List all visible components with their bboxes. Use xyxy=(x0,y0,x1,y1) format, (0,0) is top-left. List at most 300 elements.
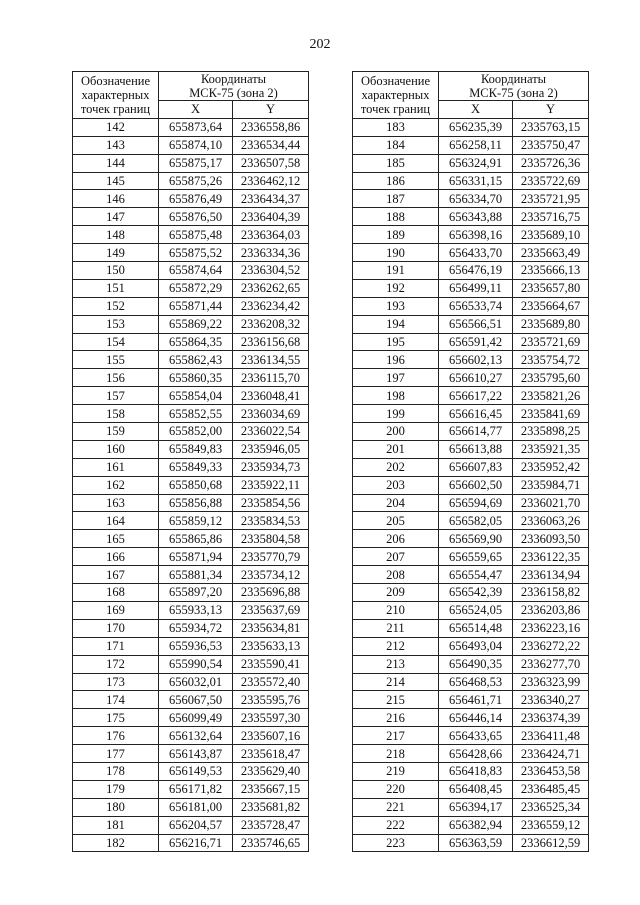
header-label-line: характерных xyxy=(81,87,150,102)
coord-y: 2336304,52 xyxy=(233,262,309,280)
point-id: 153 xyxy=(73,315,159,333)
coord-y: 2335921,35 xyxy=(513,440,589,458)
coord-y: 2335634,81 xyxy=(233,619,309,637)
table-row xyxy=(73,172,309,190)
table-row xyxy=(73,691,309,709)
table-row xyxy=(73,244,309,262)
table-row xyxy=(353,655,589,673)
coord-x: 656032,01 xyxy=(159,673,233,691)
point-id: 223 xyxy=(353,834,439,852)
table-row xyxy=(353,566,589,584)
coord-y: 2335572,40 xyxy=(233,673,309,691)
table-row xyxy=(353,369,589,387)
coord-y: 2336115,70 xyxy=(233,369,309,387)
header-point-label xyxy=(73,72,159,119)
table-row xyxy=(353,709,589,727)
point-id: 192 xyxy=(353,279,439,297)
coord-y: 2335750,47 xyxy=(513,136,589,154)
point-id: 160 xyxy=(73,440,159,458)
coord-x: 655874,64 xyxy=(159,262,233,280)
table-row xyxy=(73,584,309,602)
coord-y: 2335795,60 xyxy=(513,369,589,387)
coord-y: 2335834,53 xyxy=(233,512,309,530)
table-row xyxy=(73,190,309,208)
coord-x: 656493,04 xyxy=(439,637,513,655)
coord-x: 656566,51 xyxy=(439,315,513,333)
point-id: 146 xyxy=(73,190,159,208)
coord-x: 656334,70 xyxy=(439,190,513,208)
coord-y: 2335804,58 xyxy=(233,530,309,548)
coord-x: 656569,90 xyxy=(439,530,513,548)
table-row xyxy=(353,279,589,297)
table-row xyxy=(353,387,589,405)
coord-y: 2335696,88 xyxy=(233,584,309,602)
point-id: 158 xyxy=(73,405,159,423)
point-id: 152 xyxy=(73,297,159,315)
coord-x: 656216,71 xyxy=(159,834,233,852)
coord-y: 2335734,12 xyxy=(233,566,309,584)
coord-y: 2336453,58 xyxy=(513,762,589,780)
coord-y: 2335952,42 xyxy=(513,458,589,476)
coord-x: 655933,13 xyxy=(159,601,233,619)
coord-y: 2336223,16 xyxy=(513,619,589,637)
header-coordinates xyxy=(439,72,589,101)
coord-y: 2335689,80 xyxy=(513,315,589,333)
table-row xyxy=(353,673,589,691)
coord-y: 2335754,72 xyxy=(513,351,589,369)
point-id: 167 xyxy=(73,566,159,584)
header-y: Y xyxy=(513,101,589,119)
coord-y: 2336340,27 xyxy=(513,691,589,709)
coord-y: 2335689,10 xyxy=(513,226,589,244)
table-row xyxy=(73,798,309,816)
point-id: 156 xyxy=(73,369,159,387)
point-id: 168 xyxy=(73,584,159,602)
table-row xyxy=(353,405,589,423)
coord-x: 656542,39 xyxy=(439,584,513,602)
point-id: 208 xyxy=(353,566,439,584)
table-row xyxy=(73,333,309,351)
table-row xyxy=(73,118,309,136)
coord-y: 2335722,69 xyxy=(513,172,589,190)
point-id: 174 xyxy=(73,691,159,709)
coord-y: 2336404,39 xyxy=(233,208,309,226)
point-id: 198 xyxy=(353,387,439,405)
header-coordinates xyxy=(159,72,309,101)
coord-x: 656331,15 xyxy=(439,172,513,190)
coord-x: 656602,13 xyxy=(439,351,513,369)
table-row xyxy=(73,423,309,441)
coord-y: 2335666,13 xyxy=(513,262,589,280)
coord-y: 2335618,47 xyxy=(233,745,309,763)
coord-y: 2335590,41 xyxy=(233,655,309,673)
table-row xyxy=(353,834,589,852)
table-row xyxy=(353,727,589,745)
point-id: 207 xyxy=(353,548,439,566)
header-label-line: Обозначение xyxy=(80,73,151,88)
table-row xyxy=(353,798,589,816)
coord-y: 2335607,16 xyxy=(233,727,309,745)
table-row xyxy=(73,154,309,172)
point-id: 205 xyxy=(353,512,439,530)
coord-x: 656499,11 xyxy=(439,279,513,297)
coord-y: 2335667,15 xyxy=(233,780,309,798)
coord-y: 2335934,73 xyxy=(233,458,309,476)
coord-x: 656428,66 xyxy=(439,745,513,763)
coord-x: 656433,65 xyxy=(439,727,513,745)
coordinates-table-left xyxy=(72,71,309,852)
coord-y: 2336122,35 xyxy=(513,548,589,566)
coord-y: 2336022,54 xyxy=(233,423,309,441)
coord-x: 656433,70 xyxy=(439,244,513,262)
point-id: 214 xyxy=(353,673,439,691)
point-id: 159 xyxy=(73,423,159,441)
point-id: 144 xyxy=(73,154,159,172)
coord-y: 2336208,32 xyxy=(233,315,309,333)
header-x: X xyxy=(439,101,513,119)
coord-x: 656559,65 xyxy=(439,548,513,566)
point-id: 185 xyxy=(353,154,439,172)
table-row xyxy=(73,727,309,745)
coord-y: 2336156,68 xyxy=(233,333,309,351)
coord-x: 655875,26 xyxy=(159,172,233,190)
coord-x: 656181,00 xyxy=(159,798,233,816)
point-id: 178 xyxy=(73,762,159,780)
table-row xyxy=(353,208,589,226)
coord-y: 2336234,42 xyxy=(233,297,309,315)
point-id: 204 xyxy=(353,494,439,512)
coord-x: 656610,27 xyxy=(439,369,513,387)
point-id: 184 xyxy=(353,136,439,154)
coord-x: 655850,68 xyxy=(159,476,233,494)
coord-x: 655871,44 xyxy=(159,297,233,315)
table-row xyxy=(353,226,589,244)
coord-x: 655854,04 xyxy=(159,387,233,405)
coord-x: 655860,35 xyxy=(159,369,233,387)
coord-x: 655852,55 xyxy=(159,405,233,423)
table-row xyxy=(353,691,589,709)
coord-y: 2335633,13 xyxy=(233,637,309,655)
point-id: 175 xyxy=(73,709,159,727)
point-id: 171 xyxy=(73,637,159,655)
point-id: 211 xyxy=(353,619,439,637)
coord-y: 2335946,05 xyxy=(233,440,309,458)
table-row xyxy=(73,548,309,566)
coord-x: 655934,72 xyxy=(159,619,233,637)
table-row xyxy=(353,136,589,154)
coord-x: 656582,05 xyxy=(439,512,513,530)
point-id: 209 xyxy=(353,584,439,602)
table-row xyxy=(73,315,309,333)
table-row xyxy=(353,512,589,530)
coord-y: 2336364,03 xyxy=(233,226,309,244)
table-row xyxy=(353,458,589,476)
coord-x: 656343,88 xyxy=(439,208,513,226)
point-id: 191 xyxy=(353,262,439,280)
coord-x: 655862,43 xyxy=(159,351,233,369)
coord-y: 2335728,47 xyxy=(233,816,309,834)
coord-x: 655897,20 xyxy=(159,584,233,602)
coord-x: 656524,05 xyxy=(439,601,513,619)
table-row xyxy=(73,834,309,852)
coord-y: 2336134,94 xyxy=(513,566,589,584)
coord-x: 656382,94 xyxy=(439,816,513,834)
point-id: 221 xyxy=(353,798,439,816)
coord-y: 2335681,82 xyxy=(233,798,309,816)
table-row xyxy=(73,762,309,780)
coord-y: 2336374,39 xyxy=(513,709,589,727)
coord-y: 2336334,36 xyxy=(233,244,309,262)
coord-y: 2335898,25 xyxy=(513,423,589,441)
point-id: 157 xyxy=(73,387,159,405)
coord-y: 2335726,36 xyxy=(513,154,589,172)
point-id: 193 xyxy=(353,297,439,315)
header-label-line: Обозначение xyxy=(360,73,431,88)
coord-x: 656363,59 xyxy=(439,834,513,852)
table-row xyxy=(73,476,309,494)
coord-y: 2335746,65 xyxy=(233,834,309,852)
coord-x: 656594,69 xyxy=(439,494,513,512)
table-row xyxy=(353,476,589,494)
coord-y: 2336485,45 xyxy=(513,780,589,798)
coord-x: 655849,83 xyxy=(159,440,233,458)
coord-x: 655871,94 xyxy=(159,548,233,566)
coord-x: 656235,39 xyxy=(439,118,513,136)
table-row xyxy=(73,512,309,530)
header-x: X xyxy=(159,101,233,119)
coord-x: 655990,54 xyxy=(159,655,233,673)
point-id: 164 xyxy=(73,512,159,530)
point-id: 148 xyxy=(73,226,159,244)
coord-y: 2335663,49 xyxy=(513,244,589,262)
table-row xyxy=(353,118,589,136)
coord-x: 655852,00 xyxy=(159,423,233,441)
point-id: 172 xyxy=(73,655,159,673)
table-row xyxy=(73,673,309,691)
table-row xyxy=(73,637,309,655)
coord-x: 655936,53 xyxy=(159,637,233,655)
coord-x: 656408,45 xyxy=(439,780,513,798)
point-id: 170 xyxy=(73,619,159,637)
point-id: 177 xyxy=(73,745,159,763)
point-id: 199 xyxy=(353,405,439,423)
point-id: 145 xyxy=(73,172,159,190)
coord-x: 656607,83 xyxy=(439,458,513,476)
table-row xyxy=(353,780,589,798)
coord-x: 656394,17 xyxy=(439,798,513,816)
coord-y: 2336021,70 xyxy=(513,494,589,512)
coord-x: 655875,52 xyxy=(159,244,233,262)
table-row xyxy=(73,208,309,226)
table-row xyxy=(73,601,309,619)
page-number: 202 xyxy=(309,37,331,52)
coord-y: 2336411,48 xyxy=(513,727,589,745)
coord-x: 655881,34 xyxy=(159,566,233,584)
table-row xyxy=(353,244,589,262)
coord-y: 2336203,86 xyxy=(513,601,589,619)
table-row xyxy=(73,369,309,387)
header-y: Y xyxy=(233,101,309,119)
point-id: 186 xyxy=(353,172,439,190)
header-point-label xyxy=(353,72,439,119)
coord-y: 2336093,50 xyxy=(513,530,589,548)
table-row xyxy=(353,154,589,172)
table-row xyxy=(353,816,589,834)
table-row xyxy=(73,655,309,673)
coord-y: 2336525,34 xyxy=(513,798,589,816)
point-id: 219 xyxy=(353,762,439,780)
coord-x: 656258,11 xyxy=(439,136,513,154)
point-id: 182 xyxy=(73,834,159,852)
coord-y: 2336158,82 xyxy=(513,584,589,602)
table-row xyxy=(353,172,589,190)
coord-y: 2336134,55 xyxy=(233,351,309,369)
table-row xyxy=(353,297,589,315)
coord-y: 2335721,69 xyxy=(513,333,589,351)
coord-y: 2336048,41 xyxy=(233,387,309,405)
point-id: 169 xyxy=(73,601,159,619)
point-id: 150 xyxy=(73,262,159,280)
coord-x: 656490,35 xyxy=(439,655,513,673)
coord-y: 2335922,11 xyxy=(233,476,309,494)
point-id: 194 xyxy=(353,315,439,333)
coord-x: 655865,86 xyxy=(159,530,233,548)
point-id: 212 xyxy=(353,637,439,655)
point-id: 161 xyxy=(73,458,159,476)
coord-y: 2335854,56 xyxy=(233,494,309,512)
table-row xyxy=(73,351,309,369)
coord-x: 655856,88 xyxy=(159,494,233,512)
table-row xyxy=(73,405,309,423)
coord-y: 2335763,15 xyxy=(513,118,589,136)
coord-x: 656468,53 xyxy=(439,673,513,691)
coord-x: 656418,83 xyxy=(439,762,513,780)
coord-x: 655859,12 xyxy=(159,512,233,530)
point-id: 151 xyxy=(73,279,159,297)
header-coords-line: МСК-75 (зона 2) xyxy=(469,86,558,100)
coord-x: 655873,64 xyxy=(159,118,233,136)
coord-x: 656533,74 xyxy=(439,297,513,315)
coord-x: 656204,57 xyxy=(159,816,233,834)
point-id: 201 xyxy=(353,440,439,458)
header-coords-line: Координаты xyxy=(480,72,547,86)
point-id: 181 xyxy=(73,816,159,834)
coord-y: 2335664,67 xyxy=(513,297,589,315)
coord-y: 2336034,69 xyxy=(233,405,309,423)
header-coords-line: МСК-75 (зона 2) xyxy=(189,86,278,100)
coord-x: 656143,87 xyxy=(159,745,233,763)
point-id: 189 xyxy=(353,226,439,244)
point-id: 163 xyxy=(73,494,159,512)
point-id: 155 xyxy=(73,351,159,369)
point-id: 206 xyxy=(353,530,439,548)
table-row xyxy=(73,530,309,548)
table-row xyxy=(353,423,589,441)
coord-y: 2335721,95 xyxy=(513,190,589,208)
coord-x: 656067,50 xyxy=(159,691,233,709)
coord-y: 2336063,26 xyxy=(513,512,589,530)
coord-x: 656149,53 xyxy=(159,762,233,780)
point-id: 216 xyxy=(353,709,439,727)
table-row xyxy=(353,762,589,780)
coord-x: 655872,29 xyxy=(159,279,233,297)
table-row xyxy=(73,745,309,763)
table-row xyxy=(73,780,309,798)
point-id: 197 xyxy=(353,369,439,387)
coord-x: 656132,64 xyxy=(159,727,233,745)
coord-y: 2336262,65 xyxy=(233,279,309,297)
table-row xyxy=(73,619,309,637)
table-row xyxy=(353,601,589,619)
coord-y: 2335770,79 xyxy=(233,548,309,566)
coord-x: 655874,10 xyxy=(159,136,233,154)
point-id: 222 xyxy=(353,816,439,834)
table-row xyxy=(73,387,309,405)
point-id: 180 xyxy=(73,798,159,816)
header-label-line: характерных xyxy=(361,87,430,102)
coord-x: 656446,14 xyxy=(439,709,513,727)
table-row xyxy=(353,351,589,369)
table-row xyxy=(353,619,589,637)
point-id: 202 xyxy=(353,458,439,476)
coord-x: 656398,16 xyxy=(439,226,513,244)
point-id: 143 xyxy=(73,136,159,154)
coord-x: 656461,71 xyxy=(439,691,513,709)
coord-y: 2336558,86 xyxy=(233,118,309,136)
point-id: 187 xyxy=(353,190,439,208)
coord-y: 2335821,26 xyxy=(513,387,589,405)
point-id: 183 xyxy=(353,118,439,136)
point-id: 217 xyxy=(353,727,439,745)
point-id: 195 xyxy=(353,333,439,351)
point-id: 218 xyxy=(353,745,439,763)
coord-y: 2336277,70 xyxy=(513,655,589,673)
point-id: 190 xyxy=(353,244,439,262)
point-id: 220 xyxy=(353,780,439,798)
coord-y: 2335716,75 xyxy=(513,208,589,226)
coord-y: 2335657,80 xyxy=(513,279,589,297)
coord-y: 2335984,71 xyxy=(513,476,589,494)
table-row xyxy=(73,262,309,280)
point-id: 176 xyxy=(73,727,159,745)
coord-x: 656324,91 xyxy=(439,154,513,172)
coord-y: 2336507,58 xyxy=(233,154,309,172)
point-id: 179 xyxy=(73,780,159,798)
point-id: 142 xyxy=(73,118,159,136)
coord-x: 655875,48 xyxy=(159,226,233,244)
point-id: 147 xyxy=(73,208,159,226)
point-id: 173 xyxy=(73,673,159,691)
point-id: 210 xyxy=(353,601,439,619)
point-id: 196 xyxy=(353,351,439,369)
coord-y: 2336434,37 xyxy=(233,190,309,208)
coord-y: 2335629,40 xyxy=(233,762,309,780)
coordinates-table-right xyxy=(352,71,589,852)
table-row xyxy=(353,315,589,333)
coord-y: 2336424,71 xyxy=(513,745,589,763)
table-body-right xyxy=(353,118,589,852)
coord-x: 656476,19 xyxy=(439,262,513,280)
coord-x: 656591,42 xyxy=(439,333,513,351)
table-row xyxy=(73,458,309,476)
header-label-line: точек границ xyxy=(360,101,431,116)
table-row xyxy=(73,816,309,834)
coord-x: 655849,33 xyxy=(159,458,233,476)
coord-x: 656602,50 xyxy=(439,476,513,494)
table-row xyxy=(353,494,589,512)
point-id: 213 xyxy=(353,655,439,673)
coord-x: 655875,17 xyxy=(159,154,233,172)
